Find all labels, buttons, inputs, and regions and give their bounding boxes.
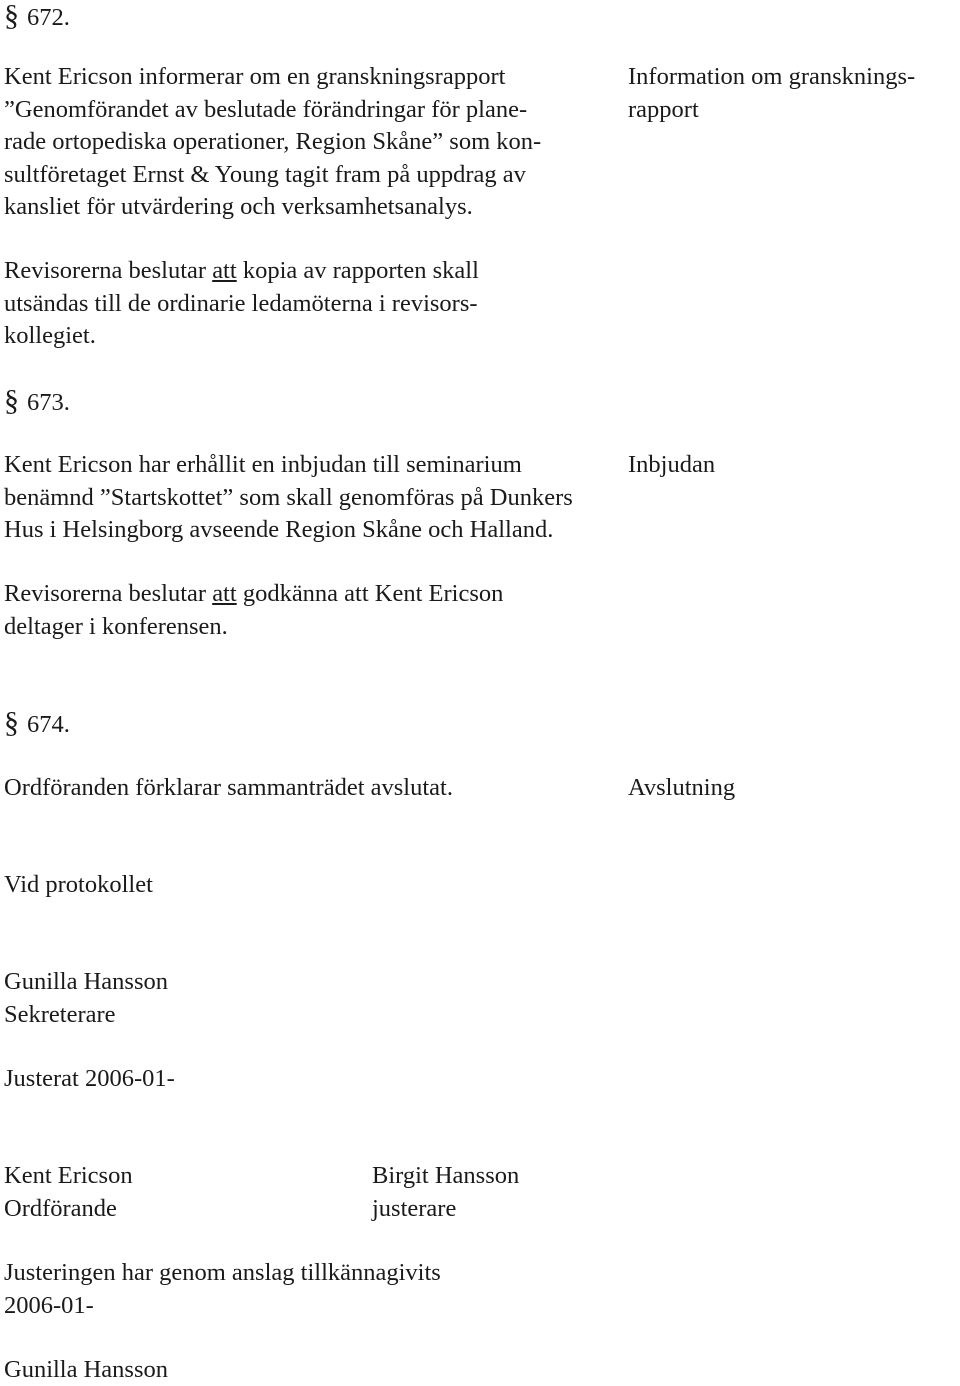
decision-line: [4, 578, 503, 611]
paragraph-line: ”Genomförandet av beslutade förändringar för plane-: [4, 95, 528, 123]
section-673-paragraph: [4, 449, 573, 547]
paragraph-line: Kent Ericson har erhållit en inbjudan till seminarium: [4, 451, 522, 478]
margin-note-line: rapport: [628, 95, 699, 123]
paragraph-line: Ordföranden förklarar sammanträdet avslutat.: [4, 774, 453, 801]
section-sign: §: [4, 0, 19, 32]
decision-line: kollegiet.: [4, 322, 96, 349]
section-674-paragraph: [4, 772, 453, 805]
signer-role: justerare: [372, 1194, 457, 1222]
paragraph-line: rade ortopediska operationer, Region Skåne” som kon-: [4, 128, 542, 155]
signer-name: Kent Ericson: [4, 1162, 133, 1189]
att-underlined: att: [212, 580, 237, 607]
paragraph-line: Hus i Helsingborg avseende Region Skåne och Halland.: [4, 516, 554, 543]
justerat-line: Justerat 2006-01-: [4, 1065, 175, 1092]
section-number: 673.: [27, 389, 70, 416]
decision-line: utsändas till de ordinarie ledamöterna i revisors-: [4, 289, 478, 317]
section-number: 672.: [27, 4, 70, 31]
section-672-paragraph: [4, 61, 541, 224]
decision-line: deltager i konferensen.: [4, 612, 228, 640]
signer-adjuster: [372, 1160, 519, 1225]
paragraph-line: benämnd ”Startskottet” som skall genomföras på Dunkers: [4, 483, 573, 511]
signer-chair: [4, 1160, 133, 1225]
anslag-date: 2006-01-: [4, 1291, 94, 1319]
decision-line: [4, 255, 479, 288]
secretary-name: Gunilla Hansson: [4, 968, 168, 995]
margin-note-line: Inbjudan: [628, 451, 716, 478]
section-number: 674.: [27, 711, 70, 738]
paragraph-line: kansliet för utvärdering och verksamhetsanalys.: [4, 193, 473, 220]
margin-note-line: Information om gransknings-: [628, 63, 916, 90]
paragraph-line: Kent Ericson informerar om en granskningsrapport: [4, 63, 506, 90]
vid-protokollet: Vid protokollet: [4, 871, 153, 898]
section-674-margin-note: [628, 772, 735, 805]
section-673-margin-note: [628, 449, 715, 482]
paragraph-line: sultföretaget Ernst & Young tagit fram på uppdrag av: [4, 160, 526, 188]
section-672-margin-note: [628, 61, 915, 126]
section-sign: §: [4, 706, 19, 739]
decision-text: Revisorerna beslutar: [4, 257, 213, 284]
section-673-decision: [4, 578, 503, 643]
att-underlined: att: [212, 257, 237, 284]
final-signer-name: Gunilla Hansson: [4, 1356, 168, 1383]
anslag-line: Justeringen har genom anslag tillkännagivits: [4, 1259, 441, 1286]
anslag-block: [4, 1257, 441, 1322]
margin-note-line: Avslutning: [628, 774, 736, 801]
section-672-decision: [4, 255, 479, 353]
section-sign: §: [4, 384, 19, 417]
section-672-heading: [4, 0, 70, 34]
decision-text: Revisorerna beslutar: [4, 580, 213, 607]
secretary-title: Sekreterare: [4, 1000, 116, 1028]
section-674-heading: [4, 707, 70, 741]
signer-name: Birgit Hansson: [372, 1162, 520, 1189]
decision-text: godkänna att Kent Ericson: [236, 580, 504, 607]
secretary-block: [4, 966, 168, 1031]
decision-text: kopia av rapporten skall: [236, 257, 479, 284]
signer-role: Ordförande: [4, 1194, 117, 1222]
section-673-heading: [4, 385, 70, 419]
